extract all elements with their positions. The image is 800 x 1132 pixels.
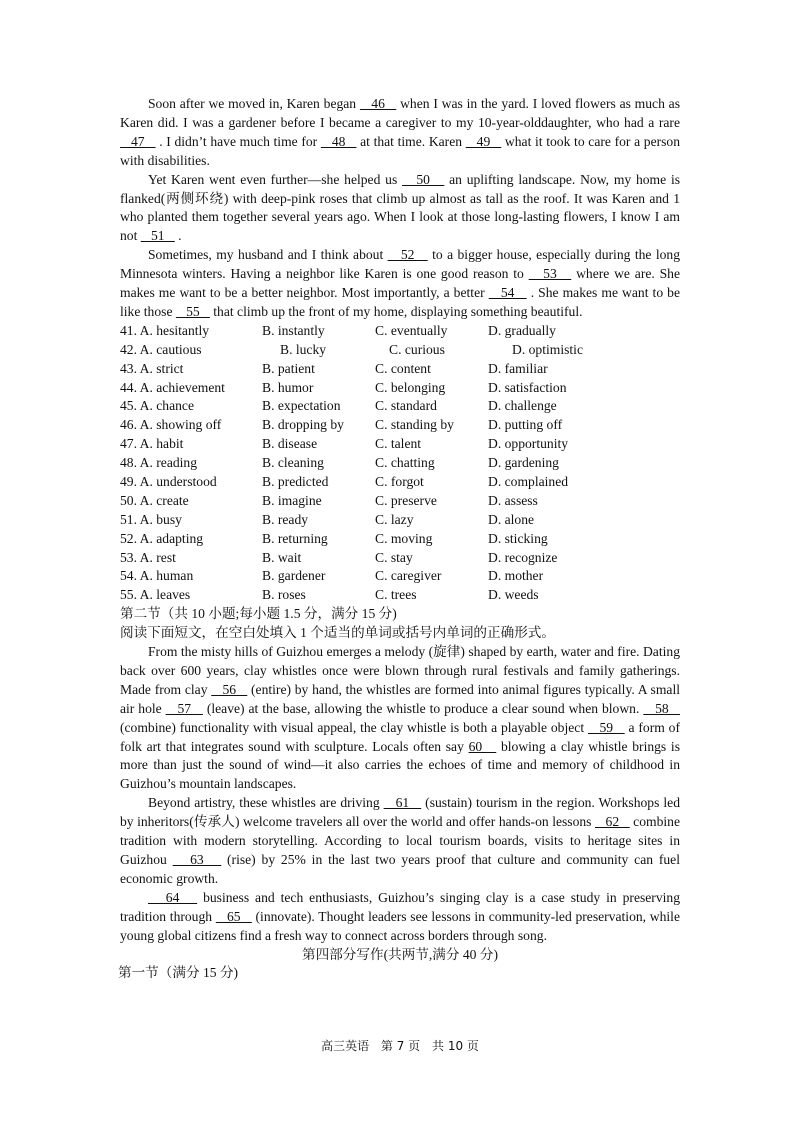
- answer-blank: 53: [528, 266, 572, 282]
- option-c: C. caregiver: [375, 568, 442, 584]
- passage-text: business and tech enthusiasts, Guizhou’s singing clay is a case study in preserving tradition through: [120, 889, 680, 924]
- passage1-paragraph-1: [120, 95, 680, 171]
- option-c: C. forgot: [375, 474, 424, 489]
- passage-text: where we are. She makes me want to be a better neighbor. Most importantly, a better: [120, 266, 681, 301]
- option-row: [120, 397, 680, 416]
- option-d: D. challenge: [488, 398, 557, 414]
- option-d: D. gradually: [488, 322, 556, 338]
- answer-blank: 52: [387, 247, 428, 263]
- option-b: B. humor: [262, 379, 314, 395]
- option-a: 49. A. understood: [120, 474, 217, 489]
- option-a: 50. A. create: [120, 492, 189, 508]
- option-b: B. patient: [262, 360, 315, 376]
- passage2-paragraph-1: [120, 643, 680, 794]
- option-c: C. lazy: [375, 511, 414, 527]
- answer-blank: 57: [165, 700, 203, 716]
- option-c: C. trees: [375, 587, 417, 603]
- passage-text: (entire) by hand, the whistles are formed into animal figures typically. A small air hole: [120, 681, 681, 716]
- option-c: C. chatting: [375, 455, 435, 471]
- option-b: B. wait: [262, 549, 302, 565]
- passage-text: when I was in the yard. I loved flowers as much as Karen did. I was a gardener before I became a caregiver to my 10-year-olddaughter, who had a rare: [120, 96, 681, 130]
- passage-text: (leave) at the base, allowing the whistle to produce a clear sound when blown.: [202, 700, 644, 716]
- option-a: 42. A. cautious: [120, 341, 202, 357]
- option-row: [120, 341, 680, 360]
- option-d: D. recognize: [488, 549, 558, 565]
- passage-text: . She makes me want to be like those: [120, 285, 681, 319]
- passage1-paragraph-2: [120, 171, 680, 247]
- answer-blank: 54: [488, 285, 527, 301]
- answer-blank: 58: [643, 700, 681, 716]
- option-d: D. mother: [488, 568, 544, 584]
- passage-text: (sustain) tourism in the region. Workshops led by inheritors(传承人) welcome travelers all over the world and offer hands-on lessons: [120, 795, 680, 830]
- option-c: C. moving: [375, 530, 433, 546]
- passage-text: From the misty hills of Guizhou emerges a melody (旋律) shaped by earth, water and fire. Dating back over 600 years, clay whistles once were blown through rural festivals and family gatherings. Made from clay: [120, 644, 680, 697]
- option-b: B. dropping by: [262, 417, 344, 433]
- option-c: C. standard: [375, 398, 437, 414]
- passage2-paragraph-3: [120, 889, 680, 946]
- passage-text: an uplifting landscape. Now, my home is flanked(两侧环绕) with deep-pink roses that climb up almost as tall as the roof. It was Karen and 1 who planted them together several years ago. When I look at those long-lasting flowers, I know I am not: [120, 171, 681, 244]
- option-b: B. imagine: [262, 492, 322, 508]
- option-row: [120, 567, 680, 586]
- answer-blank: 49: [465, 133, 502, 149]
- passage-text: . I didn’t have much time for: [155, 133, 321, 149]
- option-b: B. predicted: [262, 474, 329, 489]
- passage-text: (rise) by 25% in the last two years proof that culture and community can fuel economic growth.: [120, 852, 680, 886]
- option-a: 43. A. strict: [120, 360, 184, 376]
- option-a: 41. A. hesitantly: [120, 322, 210, 338]
- footer-total-pages: 共 10 页: [432, 1039, 479, 1053]
- options-list: [120, 322, 680, 605]
- option-b: B. ready: [262, 511, 309, 527]
- option-c: C. content: [375, 360, 431, 376]
- option-a: 47. A. habit: [120, 436, 184, 452]
- passage-text: .: [174, 228, 182, 244]
- passage-text: Sometimes, my husband and I think about: [148, 247, 388, 263]
- answer-blank: 48: [320, 133, 357, 149]
- option-c: C. curious: [389, 341, 445, 357]
- option-a: 45. A. chance: [120, 398, 194, 414]
- option-c: C. preserve: [375, 492, 437, 508]
- passage-text: Yet Karen went even further—she helped us: [148, 171, 403, 187]
- page-content: [120, 95, 680, 983]
- option-d: D. satisfaction: [488, 379, 567, 395]
- passage-text: combine tradition with modern storytelling. According to local tourism boards, visits to heritage sites in Guizhou: [120, 814, 680, 868]
- option-d: D. putting off: [488, 417, 563, 433]
- passage-text: a form of folk art that integrates sound with sculpture. Locals often say: [120, 719, 680, 754]
- option-a: 53. A. rest: [120, 549, 176, 565]
- option-c: C. eventually: [375, 322, 448, 338]
- answer-blank: 47: [120, 133, 156, 149]
- option-b: B. cleaning: [262, 455, 324, 471]
- option-row: [120, 322, 680, 341]
- option-d: D. gardening: [488, 455, 559, 471]
- answer-blank: 61: [383, 795, 422, 811]
- option-row: [120, 511, 680, 530]
- option-row: [120, 549, 680, 568]
- passage-text: (combine) functionality with visual appeal, the clay whistle is both a playable object: [120, 719, 588, 735]
- passage-text: blowing a clay whistle brings is more than just the sound of wind—it also carries the echoes of time and memory of childhood in Guizhou’s mountain landscapes.: [120, 738, 680, 792]
- section2-title: 第二节（共 10 小题;每小题 1.5 分，满分 15 分): [120, 606, 397, 622]
- answer-blank: 65: [215, 908, 252, 924]
- option-a: 48. A. reading: [120, 455, 198, 471]
- option-a: 46. A. showing off: [120, 417, 222, 433]
- option-d: D. complained: [488, 474, 569, 489]
- option-row: [120, 473, 680, 492]
- option-b: B. instantly: [262, 322, 325, 338]
- option-a: 51. A. busy: [120, 511, 182, 527]
- option-d: D. alone: [488, 511, 535, 527]
- passage-text: that climb up the front of my home, displaying something beautiful.: [209, 303, 583, 319]
- answer-blank: 60: [468, 738, 497, 754]
- passage1-paragraph-3: [120, 246, 680, 322]
- passage2-paragraph-2: [120, 794, 680, 889]
- option-b: B. roses: [262, 587, 306, 603]
- option-c: C. stay: [375, 549, 413, 565]
- option-c: C. talent: [375, 436, 422, 452]
- option-row: [120, 586, 680, 605]
- option-a: 55. A. leaves: [120, 587, 191, 603]
- answer-blank: 62: [594, 814, 630, 830]
- passage-text: at that time. Karen: [356, 133, 466, 149]
- answer-blank: 50: [402, 171, 445, 187]
- footer-subject: 高三英语: [321, 1039, 370, 1053]
- option-row: [120, 360, 680, 379]
- option-b: B. expectation: [262, 398, 341, 414]
- answer-blank: 59: [587, 719, 625, 735]
- answer-blank: 63: [172, 852, 222, 868]
- page-footer: [0, 1037, 800, 1054]
- part4-heading: 第四部分写作(共两节,满分 40 分): [302, 946, 498, 962]
- passage-text: what it took to care for a person with disabilities.: [120, 133, 681, 168]
- answer-blank: 64: [148, 889, 198, 905]
- option-a: 54. A. human: [120, 568, 194, 584]
- footer-page-number: 第 7 页: [380, 1039, 421, 1053]
- option-row: [120, 492, 680, 511]
- option-c: C. belonging: [375, 379, 446, 395]
- option-row: [120, 435, 680, 454]
- answer-blank: 56: [211, 681, 248, 697]
- option-b: B. disease: [262, 436, 318, 452]
- option-b: B. returning: [262, 530, 328, 546]
- answer-blank: 51: [140, 228, 175, 244]
- answer-blank: 55: [175, 303, 210, 319]
- passage-text: (innovate). Thought leaders see lessons in community-led preservation, while young global citizens find a fresh way to connect across borders through song.: [120, 908, 680, 943]
- option-row: [120, 530, 680, 549]
- option-row: [120, 416, 680, 435]
- option-d: D. opportunity: [488, 436, 569, 452]
- option-d: D. sticking: [488, 530, 548, 546]
- option-d: D. optimistic: [512, 341, 583, 357]
- option-b: B. lucky: [280, 341, 327, 357]
- option-d: D. familiar: [488, 360, 548, 376]
- option-row: [120, 379, 680, 398]
- answer-blank: 46: [359, 96, 397, 111]
- option-a: 52. A. adapting: [120, 530, 204, 546]
- passage-text: Soon after we moved in, Karen began: [148, 96, 360, 111]
- option-c: C. standing by: [375, 417, 454, 433]
- option-row: [120, 454, 680, 473]
- option-b: B. gardener: [262, 568, 326, 584]
- section2-instruction: 阅读下面短文，在空白处填入 1 个适当的单词或括号内单词的正确形式。: [120, 625, 555, 641]
- passage-text: to a bigger house, especially during the long Minnesota winters. Having a neighbor like Karen is one good reason to: [120, 247, 681, 282]
- part4-subheading: 第一节（满分 15 分): [118, 965, 239, 981]
- option-d: D. assess: [488, 492, 538, 508]
- option-a: 44. A. achievement: [120, 379, 225, 395]
- option-d: D. weeds: [488, 587, 539, 603]
- passage-text: Beyond artistry, these whistles are driving: [148, 795, 384, 811]
